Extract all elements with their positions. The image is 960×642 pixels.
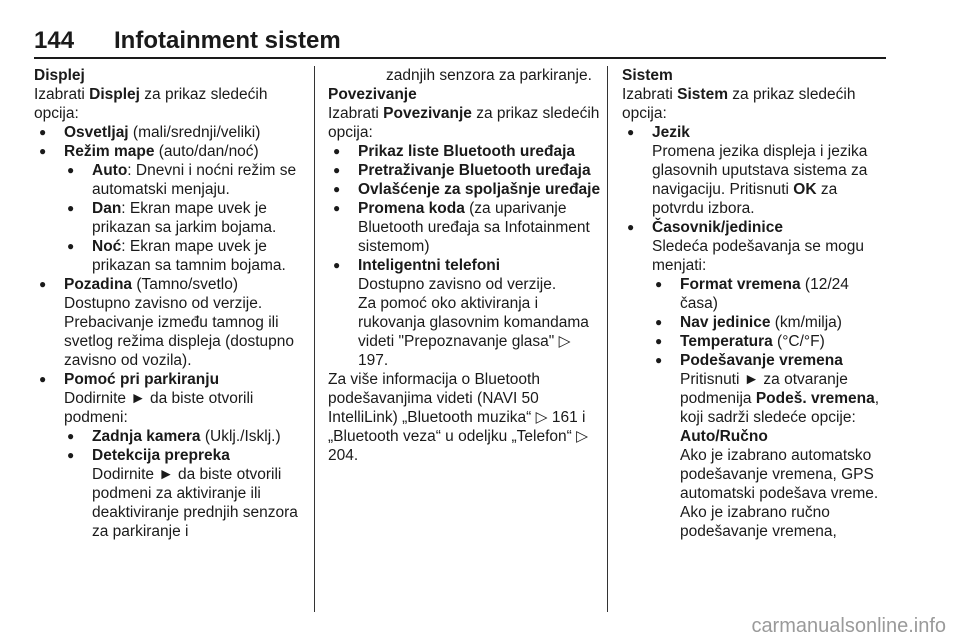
column-left (34, 66, 308, 541)
pozadina-description: Dostupno zavisno od verzije. Prebacivanje između tamnog ili svetlog režima displeja (dostupno zavisno od vozila). (64, 295, 295, 369)
page-reference-icon: ▷ (576, 428, 589, 445)
auto-rucno-heading: Auto/Ručno (680, 428, 768, 445)
displej-intro: Izabrati Displej za prikaz sledećih opcija: (34, 86, 268, 122)
povezivanje-intro: Izabrati Povezivanje za prikaz sledećih opcija: (328, 105, 600, 141)
suboption-noc: ● Noć: Ekran mape uvek je prikazan sa tamnim bojama. (34, 237, 308, 275)
suboption-detekcija: ● Detekcija prepreka (34, 446, 308, 465)
page-title: Infotainment sistem (114, 27, 341, 54)
column-divider (607, 66, 608, 612)
jezik-description: Promena jezika displeja i jezika glasovnih uputstava sistema za navigaciju. Pritisnuti OK za potvrdu izbora. (652, 143, 868, 217)
triangle-right-icon: ► (158, 466, 174, 483)
detekcija-continuation: zadnjih senzora za parkiranje. (386, 67, 592, 84)
column-divider (314, 66, 315, 612)
more-info-paragraph: Za više informacija o Bluetooth podešavanjima videti (NAVI 50 IntelliLink) „Bluetooth muzika“ ▷ 161 i „Bluetooth veza“ u odeljku „Telefon“ ▷ 204. (328, 371, 589, 464)
section-heading-displej: Displej (34, 67, 85, 84)
section-heading-povezivanje: Povezivanje (328, 86, 417, 103)
page-header (34, 26, 886, 56)
column-middle (328, 66, 602, 465)
auto-description: Ako je izabrano automatsko podešavanje vremena, GPS automatski podešava vreme. (680, 447, 879, 502)
detekcija-description: Dodirnite ► da biste otvorili podmeni za aktiviranje ili deaktiviranje prednjih senzora za parkiranje i (92, 466, 298, 540)
inteligentni-description-2: Za pomoć oko aktiviranja i rukovanja glasovnim komandama videti "Prepoznavanje glasa" ▷ 197. (358, 295, 589, 369)
suboption-nav-jedinice: ● Nav jedinice (km/milja) (622, 313, 886, 332)
inteligentni-description-1: Dostupno zavisno od verzije. (358, 276, 557, 293)
page-number: 144 (34, 27, 75, 54)
option-pretrazivanje: ● Pretraživanje Bluetooth uređaja (328, 161, 602, 180)
option-inteligentni-telefoni: ● Inteligentni telefoni (328, 256, 602, 275)
section-heading-sistem: Sistem (622, 67, 673, 84)
suboption-temperatura: ● Temperatura (°C/°F) (622, 332, 886, 351)
casovnik-description: Sledeća podešavanja se mogu menjati: (652, 238, 864, 274)
suboption-auto: ● Auto: Dnevni i noćni režim se automatski menjaju. (34, 161, 308, 199)
page-reference-icon: ▷ (535, 409, 548, 426)
suboption-zadnja-kamera: ● Zadnja kamera (Uklj./Isklj.) (34, 427, 308, 446)
sistem-intro: Izabrati Sistem za prikaz sledećih opcija: (622, 86, 856, 122)
option-rezim-mape: ● Režim mape (auto/dan/noć) (34, 142, 308, 161)
option-pozadina: ● Pozadina (Tamno/svetlo) (34, 275, 308, 294)
triangle-right-icon: ► (743, 371, 760, 388)
page-reference-icon: ▷ (558, 333, 571, 350)
option-prikaz-liste: ● Prikaz liste Bluetooth uređaja (328, 142, 602, 161)
option-jezik: ● Jezik (622, 123, 886, 142)
option-pomoc-parkiranju: ● Pomoć pri parkiranju (34, 370, 308, 389)
watermark: carmanualsonline.info (751, 615, 946, 637)
triangle-right-icon: ► (130, 390, 146, 407)
podesavanje-description: Pritisnuti ► za otvaranje podmenija Podeš. vremena, koji sadrži sledeće opcije: (680, 371, 880, 426)
option-promena-koda: ● Promena koda (za uparivanje Bluetooth uređaja sa Infotainment sistemom) (328, 199, 602, 256)
column-right (622, 66, 886, 541)
header-rule (34, 57, 886, 59)
option-ovlascenje: ● Ovlašćenje za spoljašnje uređaje (328, 180, 602, 199)
rucno-description: Ako je izabrano ručno podešavanje vremena, (680, 504, 837, 540)
option-casovnik-jedinice: ● Časovnik/jedinice (622, 218, 886, 237)
option-osvetljaj: ● Osvetljaj (mali/srednji/veliki) (34, 123, 308, 142)
suboption-dan: ● Dan: Ekran mape uvek je prikazan sa jarkim bojama. (34, 199, 308, 237)
suboption-format-vremena: ● Format vremena (12/24 časa) (622, 275, 886, 313)
pomoc-description: Dodirnite ► da biste otvorili podmeni: (64, 390, 254, 426)
suboption-podesavanje-vremena: ● Podešavanje vremena (622, 351, 886, 370)
